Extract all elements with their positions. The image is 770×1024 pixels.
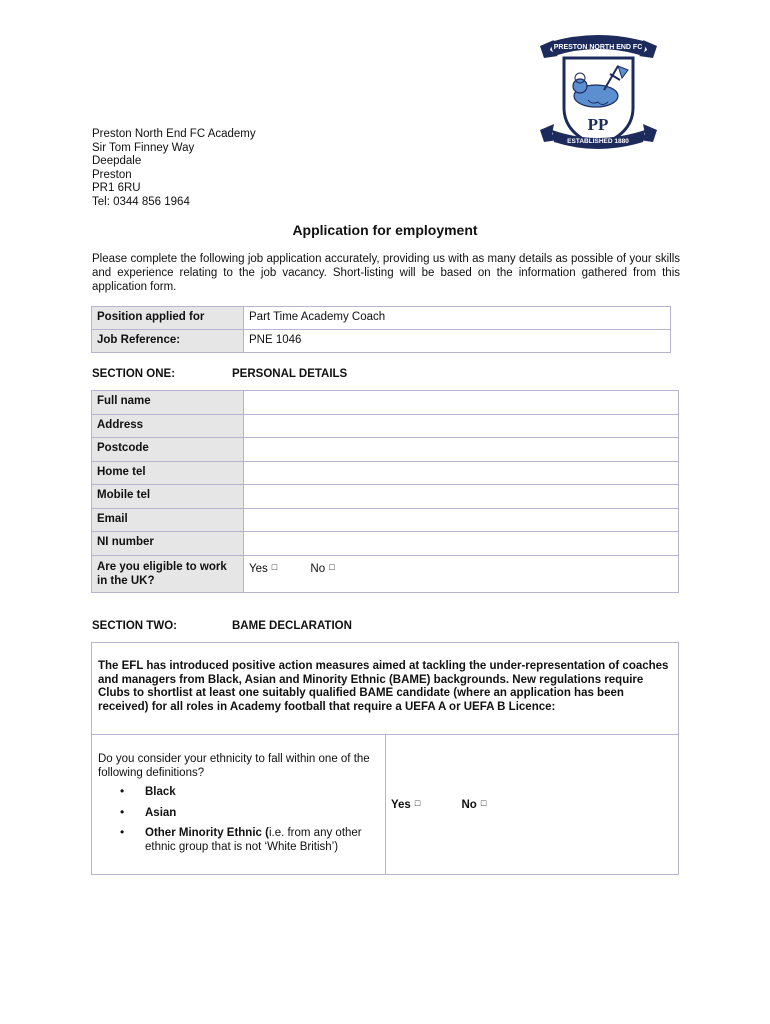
academy-address bbox=[92, 128, 256, 209]
bame-question: Do you consider your ethnicity to fall within one of the following definitions? bbox=[98, 753, 370, 779]
job-reference-value[interactable]: PNE 1046 bbox=[244, 330, 671, 353]
email-field[interactable] bbox=[244, 508, 679, 532]
list-item bbox=[98, 786, 379, 800]
section-one-name: PERSONAL DETAILS bbox=[232, 368, 348, 380]
address-label: Address bbox=[92, 414, 244, 438]
section-one-heading bbox=[92, 368, 348, 380]
position-label: Position applied for bbox=[92, 307, 244, 330]
crest-bottom-text: ESTABLISHED 1880 bbox=[567, 138, 629, 145]
crest-monogram: PP bbox=[587, 115, 609, 134]
club-crest-logo bbox=[536, 30, 661, 155]
table-row bbox=[92, 330, 671, 353]
table-row bbox=[92, 438, 679, 462]
bame-declaration-table bbox=[91, 642, 679, 875]
bame-answer-cell bbox=[386, 735, 679, 875]
ni-number-field[interactable] bbox=[244, 532, 679, 556]
eligible-label: Are you eligible to work in the UK? bbox=[92, 555, 244, 592]
table-row bbox=[92, 643, 679, 735]
definition-other-bold: Other Minority Ethnic ( bbox=[145, 827, 269, 839]
yes-label: Yes bbox=[249, 562, 268, 575]
postcode-field[interactable] bbox=[244, 438, 679, 462]
address-field[interactable] bbox=[244, 414, 679, 438]
address-line: Sir Tom Finney Way bbox=[92, 141, 195, 154]
document-title: Application for employment bbox=[292, 222, 478, 238]
list-item bbox=[98, 807, 379, 821]
section-two-number: SECTION TWO: bbox=[92, 620, 177, 632]
address-line: Preston bbox=[92, 168, 132, 181]
checkbox-icon[interactable]: □ bbox=[414, 797, 421, 808]
eligible-answer bbox=[244, 555, 679, 592]
position-value[interactable]: Part Time Academy Coach bbox=[244, 307, 671, 330]
definition-other-rest: i.e. from any other ethnic group that is not ‘White British’) bbox=[145, 827, 362, 853]
crest-top-text: PRESTON NORTH END FC bbox=[553, 44, 643, 51]
home-tel-field[interactable] bbox=[244, 461, 679, 485]
intro-paragraph: Please complete the following job application accurately, providing us with as many details as possible of your skills and experience relating to the job vacancy. Short-listing will be based on the information gathered from this application form. bbox=[92, 253, 680, 293]
ni-number-label: NI number bbox=[92, 532, 244, 556]
full-name-field[interactable] bbox=[244, 391, 679, 415]
checkbox-icon[interactable]: □ bbox=[480, 797, 487, 808]
bame-question-cell bbox=[92, 735, 386, 875]
table-row bbox=[92, 307, 671, 330]
ethnicity-definitions-list bbox=[98, 786, 379, 854]
section-two-name: BAME DECLARATION bbox=[232, 620, 352, 632]
address-line: Preston North End FC Academy bbox=[92, 128, 256, 140]
table-row bbox=[92, 555, 679, 592]
eligible-yes-option[interactable] bbox=[249, 563, 277, 575]
address-line: Deepdale bbox=[92, 155, 142, 167]
bame-statement: The EFL has introduced positive action measures aimed at tackling the under-representation of coaches and managers from Black, Asian and Minority Ethnic (BAME) backgrounds. New regulations require Clubs to shortlist at least one suitably qualified BAME candidate (where an application has been received) for all roles in Academy football that require a UEFA A or UEFA B Licence: bbox=[92, 643, 679, 735]
mobile-tel-field[interactable] bbox=[244, 485, 679, 509]
eligible-no-option[interactable] bbox=[310, 563, 334, 575]
no-label: No bbox=[461, 798, 477, 811]
table-row bbox=[92, 735, 679, 875]
address-telephone: Tel: 0344 856 1964 bbox=[92, 195, 190, 208]
postcode-label: Postcode bbox=[92, 438, 244, 462]
bame-no-option[interactable] bbox=[461, 799, 486, 811]
table-row bbox=[92, 414, 679, 438]
table-row bbox=[92, 461, 679, 485]
yes-label: Yes bbox=[391, 798, 411, 811]
bame-yes-option[interactable] bbox=[391, 799, 420, 811]
section-two-heading bbox=[92, 620, 352, 632]
table-row bbox=[92, 532, 679, 556]
email-label: Email bbox=[92, 508, 244, 532]
list-item bbox=[98, 827, 379, 854]
definition-asian: Asian bbox=[145, 806, 177, 819]
table-row bbox=[92, 485, 679, 509]
checkbox-icon[interactable]: □ bbox=[329, 561, 335, 572]
definition-black: Black bbox=[145, 786, 176, 798]
no-label: No bbox=[310, 562, 326, 575]
mobile-tel-label: Mobile tel bbox=[92, 485, 244, 509]
job-reference-label: Job Reference: bbox=[92, 330, 244, 353]
table-row bbox=[92, 508, 679, 532]
section-one-number: SECTION ONE: bbox=[92, 368, 176, 380]
personal-details-table bbox=[91, 390, 679, 593]
full-name-label: Full name bbox=[92, 391, 244, 415]
address-line: PR1 6RU bbox=[92, 182, 141, 194]
table-row bbox=[92, 391, 679, 415]
home-tel-label: Home tel bbox=[92, 461, 244, 485]
job-details-table bbox=[91, 306, 671, 353]
checkbox-icon[interactable]: □ bbox=[271, 561, 278, 572]
